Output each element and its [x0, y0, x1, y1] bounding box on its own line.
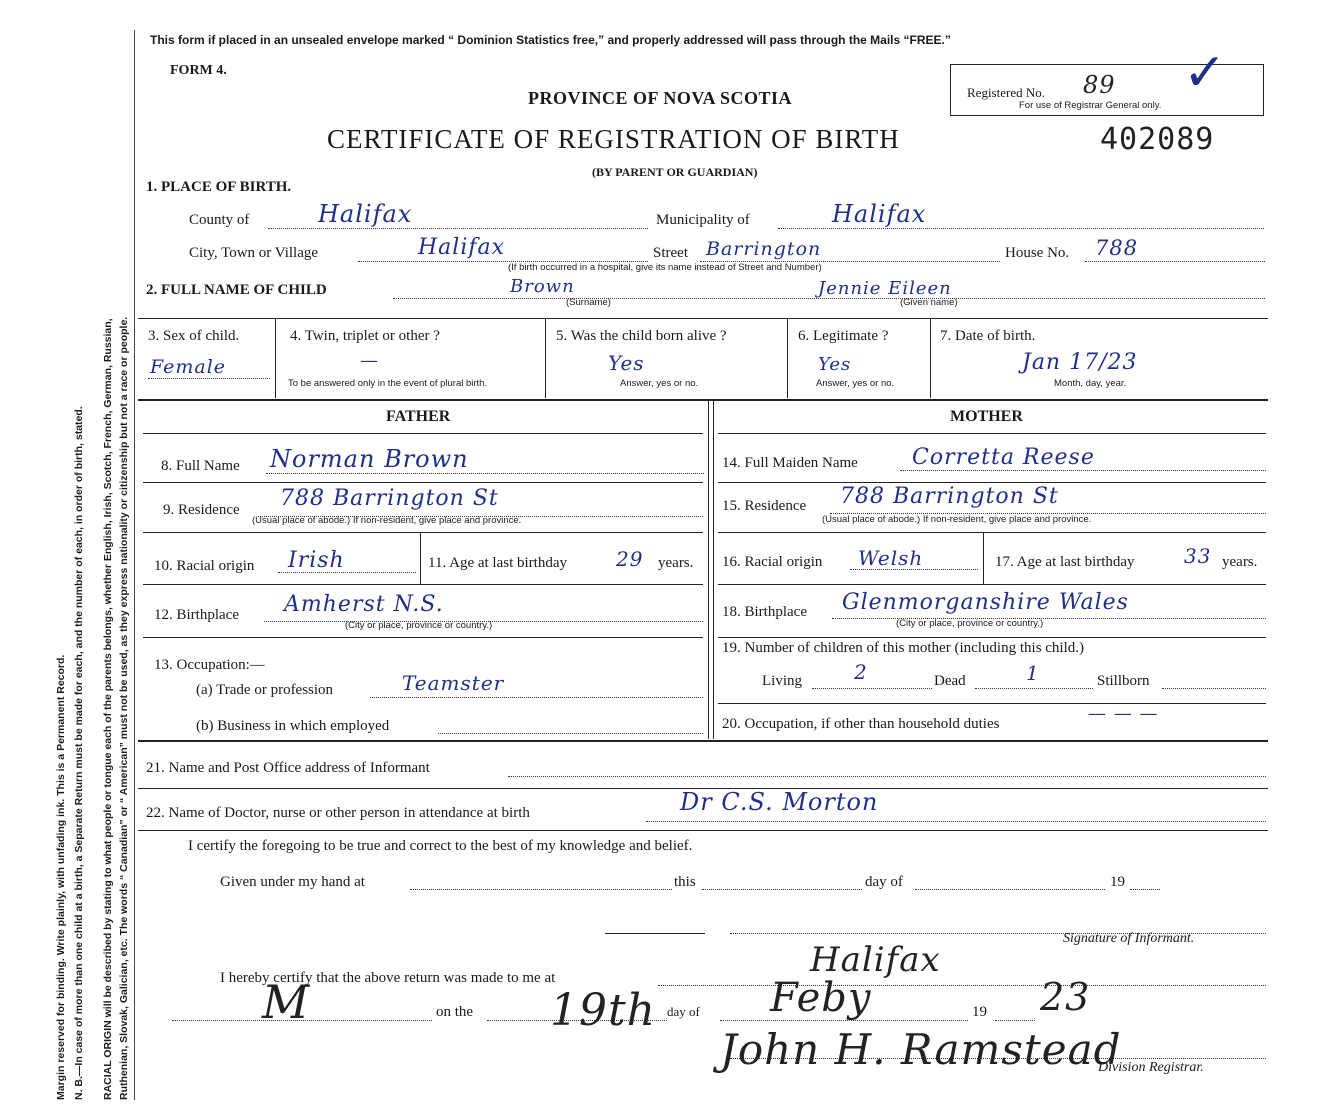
- certify-text: I certify the foregoing to be true and correct to the best of my knowledge and belief.: [188, 838, 693, 854]
- living-label: Living: [762, 673, 802, 689]
- mother-birthplace: Glenmorganshire Wales: [842, 590, 1129, 615]
- doctor-label: 22. Name of Doctor, nurse or other person in attendance at birth: [146, 805, 530, 821]
- street-label: Street: [653, 245, 688, 261]
- father-years: years.: [658, 555, 694, 571]
- place-of-birth-heading: 1. PLACE OF BIRTH.: [146, 179, 292, 195]
- twin-label: 4. Twin, triplet or other ?: [290, 328, 440, 344]
- margin-note-2: N. B.—In case of more than one child at a birth, a Separate Return must be made for each, and the number of each, in order of birth, stated.: [73, 406, 85, 1100]
- father-name: Norman Brown: [270, 445, 469, 473]
- twin-note: To be answered only in the event of plural birth.: [288, 378, 488, 389]
- dead-value: 1: [1026, 661, 1040, 685]
- alive-value: Yes: [608, 351, 645, 375]
- mother-birthplace-note: (City or place, province or country.): [896, 618, 1044, 629]
- business-label: (b) Business in which employed: [196, 718, 390, 734]
- registered-number: 89: [1083, 71, 1116, 99]
- house-value: 788: [1095, 236, 1139, 260]
- margin-note-3: RACIAL ORIGIN will be described by stating to what people or tongue each of the parents belongs, whether English, Irish, Scotch, French, German, Russian,: [102, 318, 114, 1100]
- division-registrar-label: Division Registrar.: [1098, 1060, 1204, 1075]
- child-given-name: Jennie Eileen: [818, 278, 952, 299]
- mother-age-label: 17. Age at last birthday: [995, 554, 1135, 570]
- hospital-note: (If birth occurred in a hospital, give its name instead of Street and Number): [508, 262, 822, 273]
- alive-label: 5. Was the child born alive ?: [556, 328, 727, 344]
- legitimate-label: 6. Legitimate ?: [798, 328, 889, 344]
- father-racial-label: 10. Racial origin: [154, 558, 255, 574]
- mother-name: Corretta Reese: [912, 445, 1095, 470]
- house-label: House No.: [1005, 245, 1070, 261]
- dob-label: 7. Date of birth.: [940, 328, 1036, 344]
- doctor-value: Dr C.S. Morton: [680, 788, 879, 816]
- dob-value: Jan 17/23: [1022, 350, 1138, 375]
- dead-label: Dead: [934, 673, 966, 689]
- street-value: Barrington: [706, 238, 822, 260]
- hereby-label: I hereby certify that the above return was made to me at: [220, 970, 556, 986]
- certificate-number: 402089: [1100, 122, 1215, 157]
- on-the-label: on the: [436, 1004, 474, 1020]
- father-birthplace-note: (City or place, province or country.): [345, 620, 493, 631]
- mother-years: years.: [1222, 554, 1258, 570]
- registered-note: For use of Registrar General only.: [1019, 100, 1162, 111]
- hereby-year: 23: [1040, 975, 1091, 1019]
- father-residence: 788 Barrington St: [280, 486, 499, 511]
- hereby-month: Feby: [770, 975, 872, 1021]
- father-age: 29: [616, 547, 644, 571]
- living-value: 2: [854, 660, 868, 684]
- hereby-year-prefix: 19: [972, 1004, 987, 1020]
- city-value: Halifax: [418, 235, 506, 260]
- mother-heading: MOTHER: [950, 408, 1023, 425]
- municipality-value: Halifax: [832, 200, 927, 228]
- mother-racial: Welsh: [858, 546, 924, 570]
- mother-residence-note: (Usual place of abode.) If non-resident, give place and province.: [822, 514, 1092, 525]
- hereby-initial: M: [262, 975, 311, 1029]
- father-occupation-label: 13. Occupation:—: [154, 657, 265, 673]
- legitimate-value: Yes: [818, 354, 852, 375]
- check-mark-icon: ✓: [1183, 45, 1227, 102]
- father-racial: Irish: [288, 548, 345, 573]
- dob-note: Month, day, year.: [1054, 378, 1127, 389]
- sex-value: Female: [150, 356, 227, 378]
- county-label: County of: [189, 212, 250, 228]
- mother-age: 33: [1184, 544, 1212, 568]
- mother-residence: 788 Barrington St: [840, 484, 1059, 509]
- given-this: this: [674, 874, 696, 890]
- trade-label: (a) Trade or profession: [196, 682, 334, 698]
- legitimate-note: Answer, yes or no.: [816, 378, 895, 389]
- mother-residence-label: 15. Residence: [722, 498, 807, 514]
- subtitle: (BY PARENT OR GUARDIAN): [592, 165, 758, 179]
- hereby-day: 19th: [550, 985, 657, 1036]
- county-value: Halifax: [318, 200, 413, 228]
- hereby-place: Halifax: [810, 940, 941, 980]
- registered-label: Registered No.: [967, 85, 1045, 100]
- informant-label: 21. Name and Post Office address of Informant: [146, 760, 430, 776]
- surname-caption: (Surname): [566, 297, 611, 308]
- page-title: CERTIFICATE OF REGISTRATION OF BIRTH: [327, 124, 900, 154]
- father-heading: FATHER: [386, 408, 451, 425]
- father-birthplace-label: 12. Birthplace: [154, 607, 239, 623]
- signature-informant-label: Signature of Informant.: [1063, 931, 1195, 946]
- given-under-label: Given under my hand at: [220, 874, 365, 890]
- children-label: 19. Number of children of this mother (including this child.): [722, 640, 1085, 656]
- margin-note-1: Margin reserved for binding. Write plainly, with unfading ink. This is a Permanent Record.: [55, 654, 67, 1100]
- twin-value: —: [360, 350, 379, 371]
- child-surname: Brown: [510, 276, 575, 297]
- mother-name-label: 14. Full Maiden Name: [722, 455, 858, 471]
- mother-birthplace-label: 18. Birthplace: [722, 604, 807, 620]
- form-number: FORM 4.: [170, 63, 227, 78]
- mother-occupation-label: 20. Occupation, if other than household duties: [722, 716, 1000, 732]
- city-label: City, Town or Village: [189, 245, 319, 261]
- father-age-label: 11. Age at last birthday: [428, 555, 567, 571]
- province: PROVINCE OF NOVA SCOTIA: [528, 88, 793, 108]
- child-name-label: 2. FULL NAME OF CHILD: [146, 282, 327, 298]
- alive-note: Answer, yes or no.: [620, 378, 699, 389]
- father-trade: Teamster: [402, 671, 505, 695]
- given-year: 19: [1110, 874, 1125, 890]
- given-caption: (Given name): [900, 297, 958, 308]
- municipality-label: Municipality of: [656, 212, 750, 228]
- mother-racial-label: 16. Racial origin: [722, 554, 823, 570]
- sex-label: 3. Sex of child.: [148, 328, 240, 344]
- stillborn-label: Stillborn: [1097, 673, 1150, 689]
- registrar-signature: John H. Ramstead: [720, 1025, 1122, 1074]
- margin-note-4: Ruthenian, Slovak, Galician, etc. The words “ Canadian” or “ American” must not be used, as they express nationality or citizenship but not a race or people.: [118, 316, 130, 1100]
- father-residence-note: (Usual place of abode.) If non-resident, give place and province.: [252, 515, 522, 526]
- given-day-of: day of: [865, 874, 903, 890]
- father-birthplace: Amherst N.S.: [284, 592, 444, 617]
- registered-box: [950, 45, 1264, 116]
- top-notice: This form if placed in an unsealed envelope marked “ Dominion Statistics free,” and properly addressed will pass through the Mails “FREE.”: [150, 33, 951, 47]
- hereby-day-of: day of: [667, 1004, 700, 1019]
- father-name-label: 8. Full Name: [161, 458, 240, 474]
- father-residence-label: 9. Residence: [163, 502, 240, 518]
- mother-occupation: — — —: [1088, 703, 1159, 724]
